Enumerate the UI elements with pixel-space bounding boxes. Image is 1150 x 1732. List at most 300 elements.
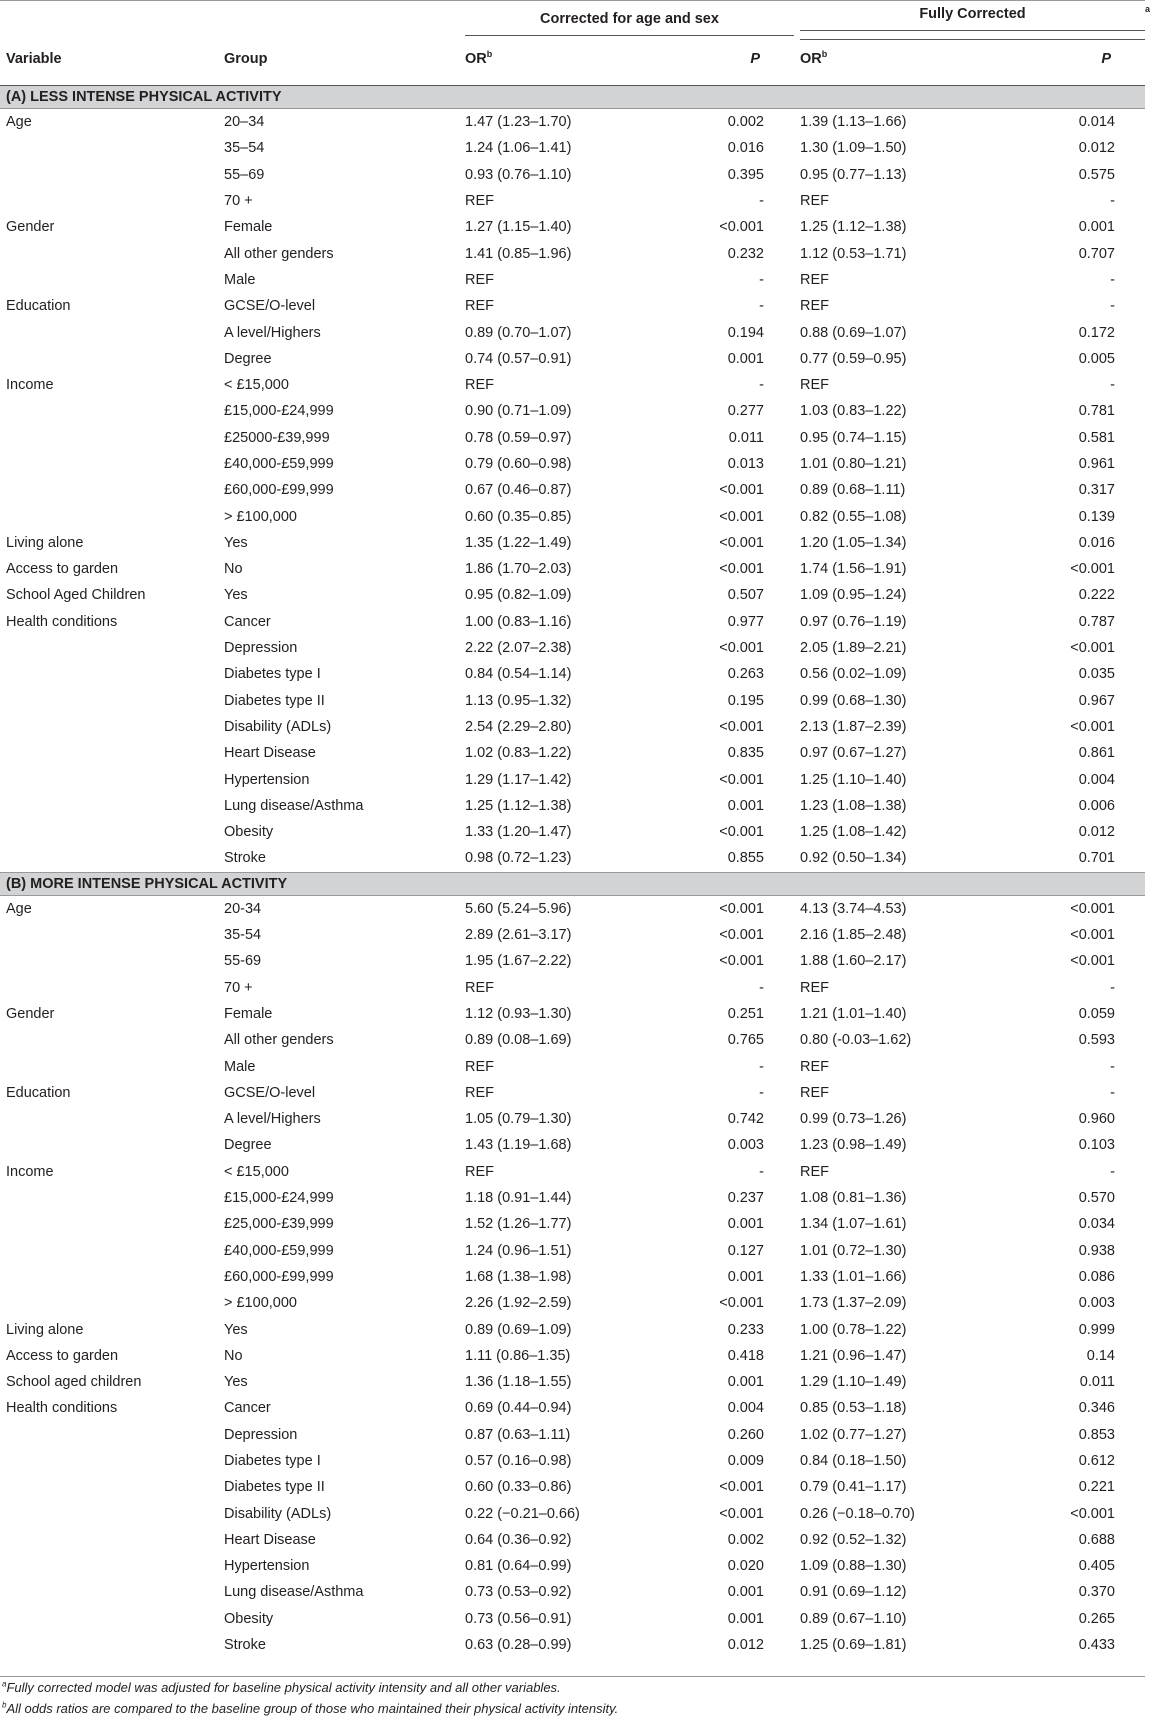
p-cell: 0.001 xyxy=(727,1216,764,1233)
group-cell: £15,000-£24,999 xyxy=(224,1190,334,1207)
or-cell: 0.78 (0.59–0.97) xyxy=(465,429,572,446)
table-row xyxy=(0,635,1145,661)
p-cell: 0.001 xyxy=(727,797,764,814)
variable-cell: Gender xyxy=(6,219,55,236)
p-full-cell: <0.001 xyxy=(1070,718,1115,735)
or-cell: 1.52 (1.26–1.77) xyxy=(465,1216,572,1233)
group-cell: Cancer xyxy=(224,1400,271,1417)
variable-cell: Age xyxy=(6,114,32,131)
p-full-cell: 0.086 xyxy=(1078,1268,1115,1285)
or-full-cell: 0.26 (−0.18–0.70) xyxy=(800,1505,915,1522)
group-cell: 35-54 xyxy=(224,927,262,944)
group-cell: 70 + xyxy=(224,193,253,210)
table-row xyxy=(0,1053,1145,1079)
group-cell: Obesity xyxy=(224,1610,274,1627)
or-full-cell: 0.91 (0.69–1.12) xyxy=(800,1584,907,1601)
footnote-divider xyxy=(0,1676,1145,1677)
table-row xyxy=(0,688,1145,714)
variable-cell xyxy=(0,1606,216,1632)
p-full-cell: - xyxy=(1110,1084,1115,1101)
group-cell: GCSE/O-level xyxy=(224,1084,316,1101)
table-row xyxy=(0,135,1145,161)
variable-cell xyxy=(0,346,216,372)
or-cell: 1.35 (1.22–1.49) xyxy=(465,534,572,551)
variable-cell: Age xyxy=(6,900,32,917)
table-row xyxy=(0,1080,1145,1106)
p-cell: 0.835 xyxy=(727,745,764,762)
p-full-cell: 0.016 xyxy=(1078,534,1115,551)
group-cell: Hypertension xyxy=(224,771,310,788)
group-cell: No xyxy=(224,1347,243,1364)
table-row xyxy=(0,556,1145,582)
table-row xyxy=(0,346,1145,372)
p-full-cell: 0.103 xyxy=(1078,1137,1115,1154)
table-row xyxy=(0,267,1145,293)
or-full-cell: 1.74 (1.56–1.91) xyxy=(800,561,907,578)
table-row xyxy=(0,1211,1145,1237)
or-full-cell: 1.01 (0.80–1.21) xyxy=(800,456,907,472)
header-or-2: $OR^b$ xyxy=(794,45,1039,86)
p-cell: 0.002 xyxy=(727,114,764,131)
or-full-cell: 1.88 (1.60–2.17) xyxy=(800,953,907,970)
p-full-cell: - xyxy=(1110,979,1115,996)
section-title: (B) MORE INTENSE PHYSICAL ACTIVITY xyxy=(0,872,1145,895)
group-cell: Depression xyxy=(224,1426,298,1443)
or-cell: 0.60 (0.35–0.85) xyxy=(465,508,572,525)
p-cell: 0.009 xyxy=(727,1452,764,1469)
group-cell: £40,000-£59,999 xyxy=(224,1242,334,1259)
p-full-cell: 0.999 xyxy=(1078,1321,1115,1338)
p-cell: 0.127 xyxy=(727,1242,764,1259)
variable-cell xyxy=(0,1500,216,1526)
or-cell: 0.69 (0.44–0.94) xyxy=(465,1400,572,1417)
group-cell: 35–54 xyxy=(224,140,265,157)
table-row xyxy=(0,793,1145,819)
or-full-cell: 0.92 (0.50–1.34) xyxy=(800,850,907,867)
group-cell: 20-34 xyxy=(224,900,262,917)
p-full-cell: 0.012 xyxy=(1078,824,1115,841)
group-cell: Male xyxy=(224,271,256,288)
or-full-cell: 0.77 (0.59–0.95) xyxy=(800,350,907,367)
or-full-cell: REF xyxy=(800,193,829,210)
variable-cell xyxy=(0,425,216,451)
or-cell: 1.02 (0.83–1.22) xyxy=(465,745,572,762)
p-full-cell: - xyxy=(1110,377,1115,394)
or-cell: REF xyxy=(465,979,494,996)
or-full-cell: 0.80 (-0.03–1.62) xyxy=(800,1032,912,1049)
p-full-cell: 0.034 xyxy=(1078,1216,1115,1233)
variable-cell: Health conditions xyxy=(6,1400,118,1417)
variable-cell xyxy=(0,1422,216,1448)
group-cell: Diabetes type I xyxy=(224,1452,321,1469)
variable-cell xyxy=(0,1527,216,1553)
variable-cell xyxy=(0,1264,216,1290)
p-cell: <0.001 xyxy=(719,900,764,917)
or-full-cell: 2.05 (1.89–2.21) xyxy=(800,640,907,657)
or-cell: 0.84 (0.54–1.14) xyxy=(465,666,572,683)
p-cell: 0.232 xyxy=(727,245,764,262)
group-cell: Cancer xyxy=(224,613,271,630)
group-cell: Lung disease/Asthma xyxy=(224,1584,364,1601)
table-row xyxy=(0,1422,1145,1448)
p-full-cell: 0.317 xyxy=(1078,482,1115,499)
group-cell: GCSE/O-level xyxy=(224,298,316,315)
or-full-cell: 1.21 (1.01–1.40) xyxy=(800,1005,907,1022)
p-cell: 0.263 xyxy=(727,666,764,683)
or-full-cell: 2.13 (1.87–2.39) xyxy=(800,718,907,735)
p-cell: 0.004 xyxy=(727,1400,764,1417)
table-row xyxy=(0,766,1145,792)
group-cell: Male xyxy=(224,1058,256,1075)
table-row xyxy=(0,740,1145,766)
table-row xyxy=(0,398,1145,424)
p-cell: 0.233 xyxy=(727,1321,764,1338)
or-cell: 2.22 (2.07–2.38) xyxy=(465,640,572,657)
header-variable: Variable xyxy=(0,45,216,86)
p-cell: 0.251 xyxy=(727,1005,764,1022)
table-row xyxy=(0,293,1145,319)
table-row xyxy=(0,975,1145,1001)
table-row xyxy=(0,1395,1145,1421)
or-cell: 0.64 (0.36–0.92) xyxy=(465,1531,572,1548)
table-row xyxy=(0,1290,1145,1316)
group-cell: Depression xyxy=(224,640,298,657)
table-row xyxy=(0,1264,1145,1290)
group-cell: Degree xyxy=(224,350,272,367)
or-full-cell: 1.02 (0.77–1.27) xyxy=(800,1426,907,1443)
group-cell: Yes xyxy=(224,1374,248,1391)
table-row xyxy=(0,1632,1145,1658)
p-full-cell: 0.346 xyxy=(1078,1400,1115,1417)
p-full-cell: 0.938 xyxy=(1078,1242,1115,1259)
variable-cell: Income xyxy=(6,1163,54,1180)
p-cell: 0.001 xyxy=(727,1584,764,1601)
group-cell: < £15,000 xyxy=(224,377,289,394)
p-full-cell: 0.853 xyxy=(1078,1426,1115,1443)
p-full-cell: 0.688 xyxy=(1078,1531,1115,1548)
variable-cell: Access to garden xyxy=(6,561,119,578)
table-row xyxy=(0,451,1145,477)
p-cell: 0.195 xyxy=(727,692,764,709)
variable-cell xyxy=(0,451,216,477)
p-full-cell: 0.005 xyxy=(1078,350,1115,367)
group-cell: A level/Highers xyxy=(224,1111,321,1128)
variable-cell xyxy=(0,1211,216,1237)
or-full-cell: 2.16 (1.85–2.48) xyxy=(800,927,907,944)
table-row xyxy=(0,1553,1145,1579)
or-full-cell: 1.01 (0.72–1.30) xyxy=(800,1242,907,1259)
or-cell: 1.86 (1.70–2.03) xyxy=(465,561,572,578)
p-cell: 0.237 xyxy=(727,1190,764,1207)
table-row xyxy=(0,109,1145,136)
variable-cell xyxy=(0,688,216,714)
or-full-cell: 0.99 (0.73–1.26) xyxy=(800,1111,907,1128)
variable-cell: Education xyxy=(6,298,71,315)
or-full-cell: 1.29 (1.10–1.49) xyxy=(800,1374,907,1391)
or-cell: 1.47 (1.23–1.70) xyxy=(465,114,572,131)
group-cell: £25000-£39,999 xyxy=(224,429,330,446)
p-cell: <0.001 xyxy=(719,771,764,788)
table-row xyxy=(0,582,1145,608)
p-full-cell: 0.004 xyxy=(1078,771,1115,788)
variable-cell xyxy=(0,922,216,948)
group-cell: Diabetes type II xyxy=(224,1479,325,1496)
p-cell: - xyxy=(759,1084,764,1101)
p-full-cell: 0.14 xyxy=(1086,1347,1115,1364)
or-cell: 1.25 (1.12–1.38) xyxy=(465,797,572,814)
header-age-sex: Corrected for age and sex xyxy=(459,1,794,46)
table-row xyxy=(0,477,1145,503)
section-title: (A) LESS INTENSE PHYSICAL ACTIVITY xyxy=(0,86,1145,109)
or-full-cell: 0.95 (0.74–1.15) xyxy=(800,429,907,446)
header-row-groups xyxy=(0,1,1145,46)
variable-cell xyxy=(0,635,216,661)
or-full-cell: REF xyxy=(800,271,829,288)
p-cell: 0.277 xyxy=(727,403,764,420)
or-full-cell: 1.09 (0.88–1.30) xyxy=(800,1558,907,1575)
p-cell: 0.395 xyxy=(727,166,764,183)
table-row xyxy=(0,895,1145,922)
group-cell: Heart Disease xyxy=(224,745,316,762)
table-row xyxy=(0,530,1145,556)
or-cell: 1.29 (1.17–1.42) xyxy=(465,771,572,788)
group-cell: £25,000-£39,999 xyxy=(224,1216,334,1233)
group-cell: A level/Highers xyxy=(224,324,321,341)
p-full-cell: - xyxy=(1110,193,1115,210)
or-cell: 1.33 (1.20–1.47) xyxy=(465,824,572,841)
or-full-cell: 1.00 (0.78–1.22) xyxy=(800,1321,907,1338)
section-header-row xyxy=(0,86,1145,109)
table-row xyxy=(0,214,1145,240)
group-cell: Stroke xyxy=(224,1637,266,1654)
variable-cell xyxy=(0,319,216,345)
variable-cell: Income xyxy=(6,377,54,394)
or-full-cell: REF xyxy=(800,1058,829,1075)
table-row xyxy=(0,162,1145,188)
or-full-cell: 0.56 (0.02–1.09) xyxy=(800,666,907,683)
variable-cell: Gender xyxy=(6,1005,55,1022)
or-cell: 1.24 (1.06–1.41) xyxy=(465,140,572,157)
or-cell: 0.22 (−0.21–0.66) xyxy=(465,1505,580,1522)
p-full-cell: 0.960 xyxy=(1078,1111,1115,1128)
or-full-cell: 1.25 (1.12–1.38) xyxy=(800,219,907,236)
or-cell: REF xyxy=(465,1163,494,1180)
p-full-cell: 0.172 xyxy=(1078,324,1115,341)
variable-cell xyxy=(0,1185,216,1211)
variable-cell xyxy=(0,740,216,766)
table-row xyxy=(0,609,1145,635)
or-cell: 0.81 (0.64–0.99) xyxy=(465,1558,572,1575)
variable-cell xyxy=(0,162,216,188)
or-cell: 1.11 (0.86–1.35) xyxy=(465,1347,571,1364)
or-full-cell: 1.73 (1.37–2.09) xyxy=(800,1295,907,1312)
p-full-cell: <0.001 xyxy=(1070,640,1115,657)
p-cell: 0.742 xyxy=(727,1111,764,1128)
table-row xyxy=(0,1606,1145,1632)
or-full-cell: 1.39 (1.13–1.66) xyxy=(800,114,907,131)
p-cell: 0.011 xyxy=(728,429,764,446)
table-body xyxy=(0,86,1145,1659)
table-row xyxy=(0,1316,1145,1342)
or-full-cell: 0.88 (0.69–1.07) xyxy=(800,324,907,341)
table-row xyxy=(0,1527,1145,1553)
header-group: Group xyxy=(216,45,459,86)
p-full-cell: 0.014 xyxy=(1078,114,1115,131)
or-cell: 1.68 (1.38–1.98) xyxy=(465,1268,572,1285)
variable-cell xyxy=(0,819,216,845)
p-cell: <0.001 xyxy=(719,640,764,657)
or-cell: REF xyxy=(465,298,494,315)
or-cell: 0.74 (0.57–0.91) xyxy=(465,350,572,367)
or-full-cell: 4.13 (3.74–4.53) xyxy=(800,900,907,917)
table-row xyxy=(0,1500,1145,1526)
or-cell: REF xyxy=(465,1084,494,1101)
or-full-cell: 0.84 (0.18–1.50) xyxy=(800,1452,907,1469)
p-full-cell: 0.011 xyxy=(1079,1374,1115,1391)
group-cell: > £100,000 xyxy=(224,1295,297,1312)
group-cell: 55-69 xyxy=(224,953,262,970)
p-cell: - xyxy=(759,193,764,210)
or-cell: 0.60 (0.33–0.86) xyxy=(465,1479,572,1496)
p-cell: - xyxy=(759,979,764,996)
variable-cell xyxy=(0,1053,216,1079)
p-cell: - xyxy=(759,298,764,315)
variable-cell xyxy=(0,1237,216,1263)
table-row xyxy=(0,425,1145,451)
or-cell: 1.24 (0.96–1.51) xyxy=(465,1242,572,1259)
group-cell: £40,000-£59,999 xyxy=(224,456,334,472)
header-p-1: P xyxy=(704,45,794,86)
p-cell: 0.194 xyxy=(727,324,764,341)
group-cell: Yes xyxy=(224,1321,248,1338)
variable-cell xyxy=(0,1027,216,1053)
p-cell: 0.001 xyxy=(727,350,764,367)
p-full-cell: 0.405 xyxy=(1078,1558,1115,1575)
group-cell: Lung disease/Asthma xyxy=(224,797,364,814)
group-cell: > £100,000 xyxy=(224,508,297,525)
group-cell: £60,000-£99,999 xyxy=(224,1268,334,1285)
p-full-cell: 0.265 xyxy=(1078,1610,1115,1627)
group-cell: 20–34 xyxy=(224,114,265,131)
table-row xyxy=(0,319,1145,345)
variable-cell: Education xyxy=(6,1084,71,1101)
p-cell: 0.001 xyxy=(727,1268,764,1285)
section-header-row xyxy=(0,872,1145,895)
or-full-cell: 1.25 (1.10–1.40) xyxy=(800,771,907,788)
p-cell: <0.001 xyxy=(719,718,764,735)
table-row xyxy=(0,922,1145,948)
group-cell: No xyxy=(224,561,243,578)
or-full-cell: 1.25 (0.69–1.81) xyxy=(800,1637,907,1654)
variable-cell xyxy=(0,1632,216,1658)
variable-cell xyxy=(0,188,216,214)
p-cell: 0.013 xyxy=(727,456,764,472)
table-row xyxy=(0,1027,1145,1053)
p-cell: <0.001 xyxy=(719,219,764,236)
table-row xyxy=(0,714,1145,740)
or-full-cell: REF xyxy=(800,1084,829,1101)
p-cell: 0.001 xyxy=(727,1374,764,1391)
p-cell: 0.418 xyxy=(727,1347,764,1364)
footnote-b: $^b$All odds ratios are compared to the baseline group of those who maintained their physical activity intensity. xyxy=(2,1700,619,1716)
variable-cell xyxy=(0,793,216,819)
variable-cell xyxy=(0,398,216,424)
or-full-cell: 0.89 (0.67–1.10) xyxy=(800,1610,907,1627)
table-row xyxy=(0,240,1145,266)
p-cell: 0.016 xyxy=(727,140,764,157)
or-cell: 0.73 (0.53–0.92) xyxy=(465,1584,572,1601)
or-cell: 2.89 (2.61–3.17) xyxy=(465,927,572,944)
p-cell: <0.001 xyxy=(719,953,764,970)
table-row xyxy=(0,1132,1145,1158)
p-full-cell: 0.012 xyxy=(1078,140,1115,157)
p-full-cell: - xyxy=(1110,271,1115,288)
or-full-cell: 1.09 (0.95–1.24) xyxy=(800,587,907,604)
table-row xyxy=(0,1106,1145,1132)
p-full-cell: <0.001 xyxy=(1070,927,1115,944)
or-cell: 0.73 (0.56–0.91) xyxy=(465,1610,572,1627)
or-cell: 2.26 (1.92–2.59) xyxy=(465,1295,572,1312)
variable-cell: School aged children xyxy=(6,1374,142,1391)
variable-cell xyxy=(0,240,216,266)
or-cell: 1.00 (0.83–1.16) xyxy=(465,613,572,630)
group-cell: Diabetes type I xyxy=(224,666,321,683)
p-full-cell: 0.961 xyxy=(1078,456,1115,472)
or-cell: 0.90 (0.71–1.09) xyxy=(465,403,572,420)
group-cell: Stroke xyxy=(224,850,266,867)
p-cell: <0.001 xyxy=(719,1479,764,1496)
or-cell: REF xyxy=(465,1058,494,1075)
or-cell: 0.67 (0.46–0.87) xyxy=(465,482,572,499)
variable-cell xyxy=(0,948,216,974)
or-cell: 0.89 (0.70–1.07) xyxy=(465,324,572,341)
table-row xyxy=(0,1237,1145,1263)
p-full-cell: - xyxy=(1110,1163,1115,1180)
or-full-cell: 0.97 (0.76–1.19) xyxy=(800,613,907,630)
or-full-cell: 0.97 (0.67–1.27) xyxy=(800,745,907,762)
p-cell: - xyxy=(759,377,764,394)
table-row xyxy=(0,188,1145,214)
table-row xyxy=(0,1001,1145,1027)
group-cell: Yes xyxy=(224,534,248,551)
group-cell: Disability (ADLs) xyxy=(224,718,332,735)
p-full-cell: 0.861 xyxy=(1078,745,1115,762)
p-full-cell: 0.006 xyxy=(1078,797,1115,814)
p-cell: 0.002 xyxy=(727,1531,764,1548)
p-cell: 0.855 xyxy=(727,850,764,867)
or-full-cell: 0.85 (0.53–1.18) xyxy=(800,1400,907,1417)
p-cell: 0.020 xyxy=(727,1558,764,1575)
variable-cell xyxy=(0,845,216,872)
p-full-cell: 0.139 xyxy=(1078,508,1115,525)
or-cell: REF xyxy=(465,193,494,210)
p-cell: - xyxy=(759,1058,764,1075)
group-cell: Degree xyxy=(224,1137,272,1154)
p-full-cell: 0.370 xyxy=(1078,1584,1115,1601)
or-cell: 1.13 (0.95–1.32) xyxy=(465,692,572,709)
p-full-cell: 0.581 xyxy=(1078,429,1115,446)
header-p-2: P xyxy=(1039,45,1145,86)
p-full-cell: 0.967 xyxy=(1078,692,1115,709)
or-full-cell: 1.12 (0.53–1.71) xyxy=(800,245,907,262)
p-full-cell: 0.059 xyxy=(1078,1005,1115,1022)
or-full-cell: REF xyxy=(800,298,829,315)
p-full-cell: <0.001 xyxy=(1070,1505,1115,1522)
variable-cell xyxy=(0,1132,216,1158)
p-full-cell: - xyxy=(1110,298,1115,315)
p-full-cell: 0.003 xyxy=(1078,1295,1115,1312)
or-cell: 1.05 (0.79–1.30) xyxy=(465,1111,572,1128)
